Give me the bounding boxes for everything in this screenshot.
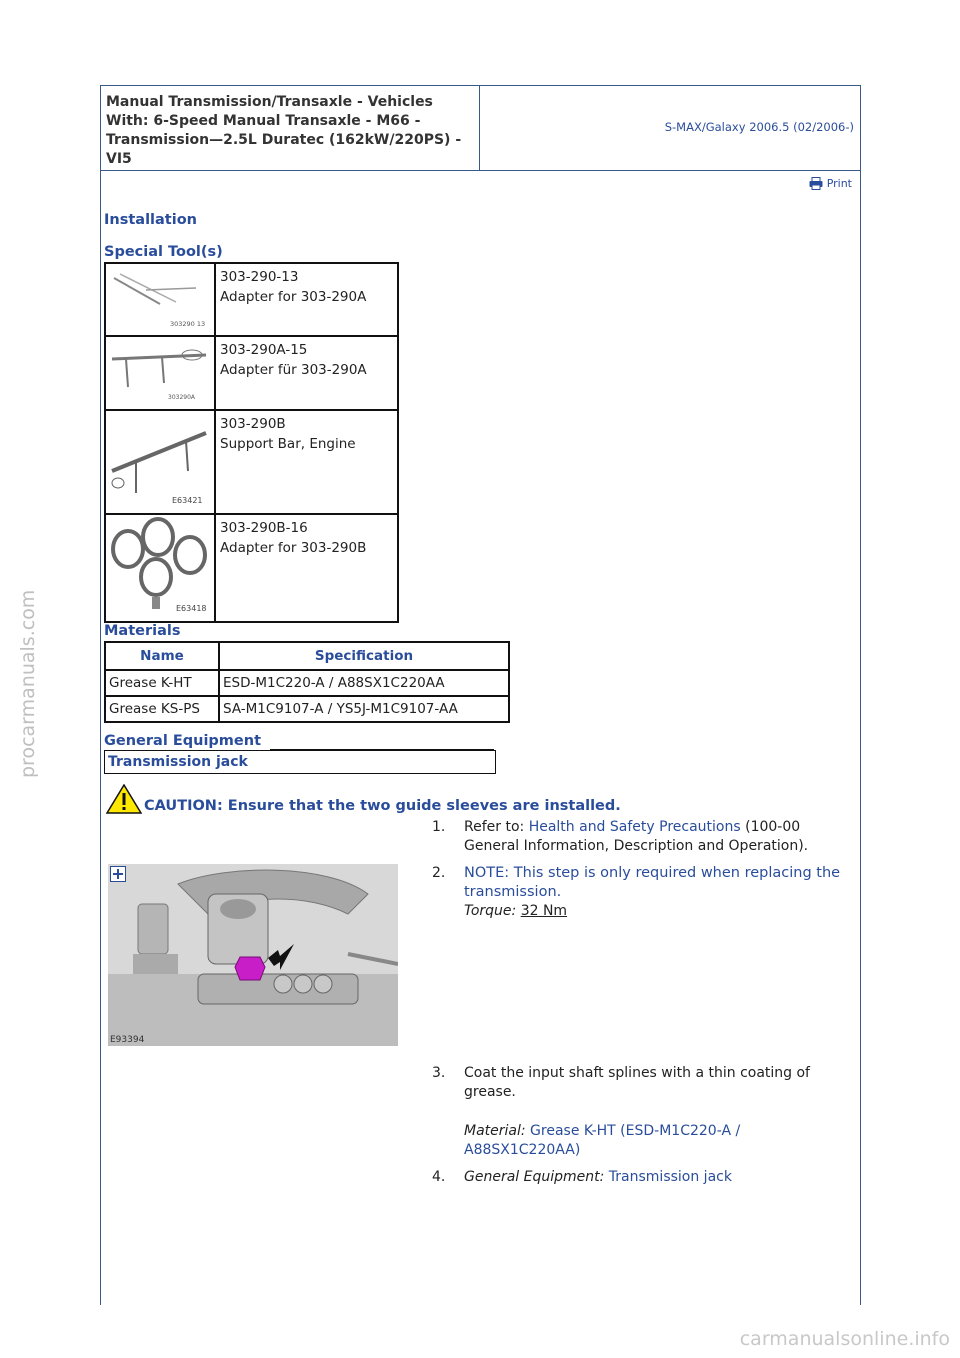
figure-label: E93394 xyxy=(110,1035,145,1045)
figure-e93394 xyxy=(108,864,398,1046)
tool-code: 303-290-13 xyxy=(220,269,299,285)
materials-header-name: Name xyxy=(105,642,219,670)
tool-image xyxy=(105,410,215,514)
print-label: Print xyxy=(826,177,852,190)
installation-heading: Installation xyxy=(104,212,197,228)
health-safety-link[interactable]: Health and Safety Precautions xyxy=(528,819,741,835)
tool-row xyxy=(105,410,398,514)
step-note: NOTE: This step is only required when replacing the transmission. xyxy=(464,865,841,900)
caution-block xyxy=(106,784,621,814)
zoom-icon[interactable] xyxy=(110,866,126,882)
table-row xyxy=(105,670,509,696)
tool-row xyxy=(105,514,398,622)
material-spec: ESD-M1C220-A / A88SX1C220AA xyxy=(219,670,509,696)
step-item xyxy=(432,1064,852,1160)
torque-label: Torque: xyxy=(464,903,517,919)
step-number: 2. xyxy=(432,865,446,881)
step-item xyxy=(432,864,852,921)
step-number: 1. xyxy=(432,819,446,835)
general-equipment-heading: General Equipment xyxy=(104,733,262,749)
general-equipment-item: Transmission jack xyxy=(104,750,496,774)
tool-image xyxy=(105,263,215,336)
step-number: 4. xyxy=(432,1169,446,1185)
tool-image-label: 303290 13 xyxy=(170,320,206,328)
tool-name: Adapter for 303-290B xyxy=(220,540,367,556)
step-text: Coat the input shaft splines with a thin coating of grease. xyxy=(464,1065,810,1100)
header-bottom-rule xyxy=(100,170,860,171)
side-watermark xyxy=(10,560,40,780)
step-number: 3. xyxy=(432,1065,446,1081)
document-title: Manual Transmission/Transaxle - Vehicles With: 6-Speed Manual Transaxle - M66 - Transmission—2.5L Duratec (162kW/220PS) - VI5 xyxy=(106,94,462,167)
tool-code: 303-290B xyxy=(220,416,286,432)
tool-image-label: E63418 xyxy=(176,604,207,613)
materials-heading: Materials xyxy=(104,623,181,639)
tool-image-label: 303290A xyxy=(168,394,196,401)
tool-image-label: E63421 xyxy=(172,496,203,505)
table-row xyxy=(105,696,509,722)
material-name: Grease KS-PS xyxy=(105,696,219,722)
step-item xyxy=(432,1168,852,1187)
step-text: Refer to: xyxy=(464,819,529,835)
caution-text: CAUTION: Ensure that the two guide sleeves are installed. xyxy=(144,798,621,814)
materials-header-spec: Specification xyxy=(219,642,509,670)
special-tools-table xyxy=(104,262,399,623)
print-button[interactable] xyxy=(809,177,852,190)
equipment-link[interactable]: Transmission jack xyxy=(608,1169,732,1185)
tool-row xyxy=(105,336,398,410)
header-top-rule xyxy=(100,85,860,86)
vehicle-label: S-MAX/Galaxy 2006.5 (02/2006-) xyxy=(664,120,854,134)
step-text: (100-00 General Information, Description and Operation). xyxy=(464,819,809,854)
equipment-label: General Equipment: xyxy=(464,1169,605,1185)
footer-watermark: carmanualsonline.info xyxy=(739,1328,950,1350)
material-label: Material: xyxy=(464,1123,526,1139)
material-link[interactable]: Grease K-HT (ESD-M1C220-A / A88SX1C220AA) xyxy=(464,1123,741,1158)
side-watermark-text: procarmanuals.com xyxy=(17,589,39,778)
tool-name: Support Bar, Engine xyxy=(220,436,356,452)
step-item xyxy=(432,818,852,856)
torque-value[interactable]: 32 Nm xyxy=(520,903,568,919)
material-spec: SA-M1C9107-A / YS5J-M1C9107-AA xyxy=(219,696,509,722)
tool-image xyxy=(105,336,215,410)
tool-code: 303-290B-16 xyxy=(220,520,308,536)
tool-code: 303-290A-15 xyxy=(220,342,308,358)
material-name: Grease K-HT xyxy=(105,670,219,696)
tool-row xyxy=(105,263,398,336)
special-tools-heading: Special Tool(s) xyxy=(104,244,223,260)
printer-icon xyxy=(809,177,823,190)
warning-icon xyxy=(106,784,142,814)
tool-name: Adapter for 303-290A xyxy=(220,289,367,305)
tool-image xyxy=(105,514,215,622)
tool-name: Adapter für 303-290A xyxy=(220,362,367,378)
materials-table xyxy=(104,641,510,723)
